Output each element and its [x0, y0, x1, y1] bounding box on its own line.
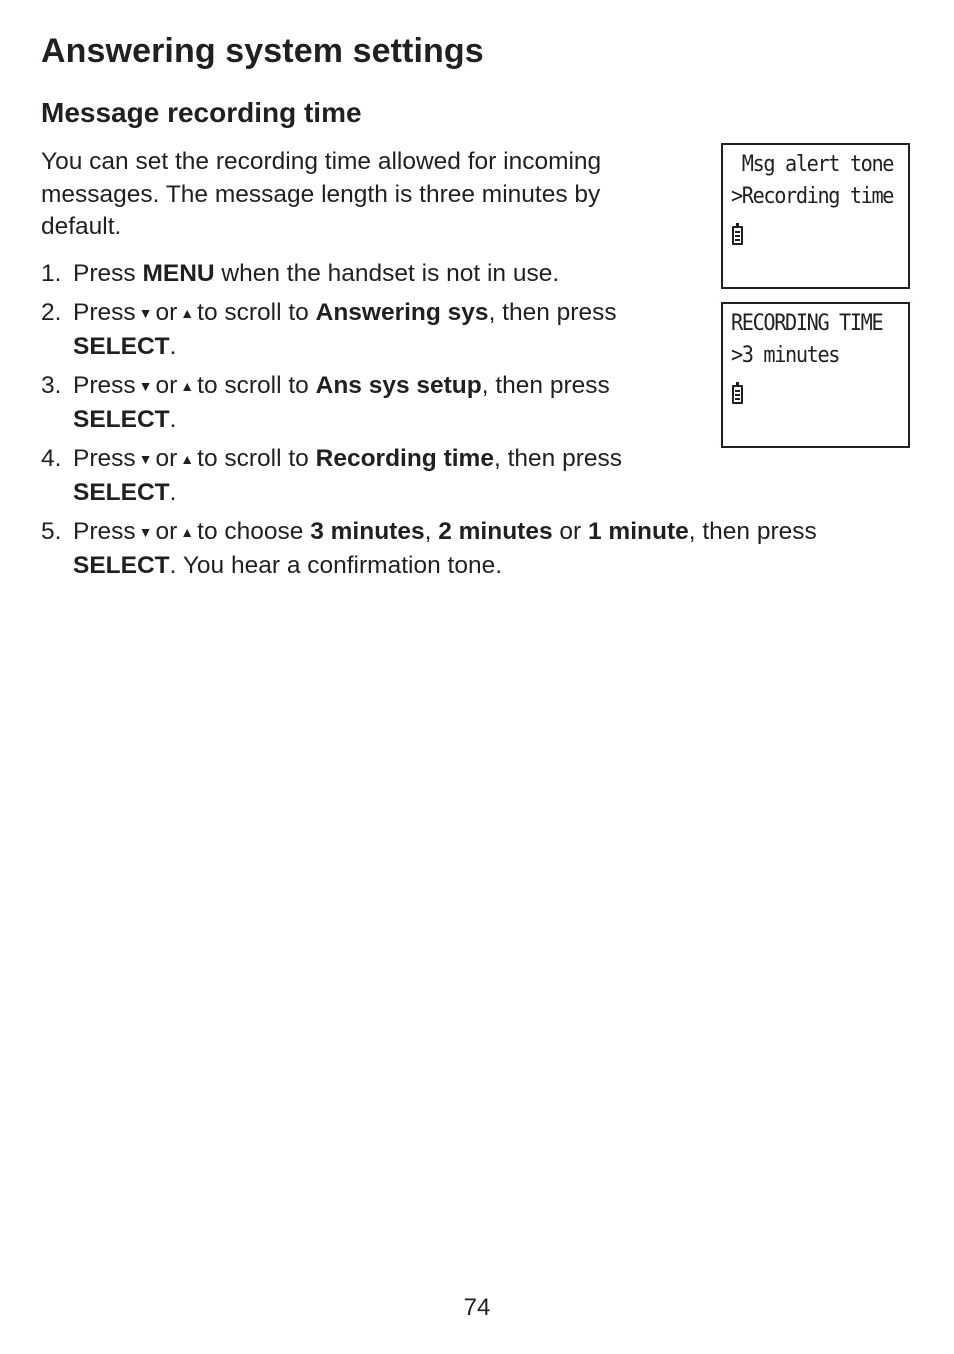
screen-line-1: RECORDING TIME — [731, 311, 883, 336]
screen-line-2: >3 minutes — [731, 343, 840, 368]
handset-screen-menu — [721, 143, 910, 289]
screen-line-1: Msg alert tone — [731, 152, 894, 177]
step-3: 3. Press ▼ or ▲ to scroll to Ans sys setup, then press SELECT. — [41, 372, 610, 433]
up-arrow-icon: ▲ — [180, 451, 195, 467]
intro-paragraph: You can set the recording time allowed for incoming messages. The message length is three minutes by default. — [41, 148, 602, 240]
step-2: 2. Press ▼ or ▲ to scroll to Answering sys, then press SELECT. — [41, 299, 617, 360]
down-arrow-icon: ▼ — [138, 305, 153, 321]
up-arrow-icon: ▲ — [180, 378, 195, 394]
up-arrow-icon: ▲ — [180, 524, 195, 540]
down-arrow-icon: ▼ — [138, 378, 153, 394]
screen-line-2: >Recording time — [731, 184, 894, 209]
section-title: Message recording time — [41, 97, 362, 128]
step-5: 5. Press ▼ or ▲ to choose 3 minutes, 2 minutes or 1 minute, then press SELECT. You hear a confirmation tone. — [41, 518, 817, 579]
handset-screen-recording-time — [721, 302, 910, 448]
down-arrow-icon: ▼ — [138, 451, 153, 467]
page-title: Answering system settings — [41, 32, 484, 70]
battery-icon — [732, 385, 743, 404]
up-arrow-icon: ▲ — [180, 305, 195, 321]
down-arrow-icon: ▼ — [138, 524, 153, 540]
battery-icon — [732, 226, 743, 245]
step-4: 4. Press ▼ or ▲ to scroll to Recording time, then press SELECT. — [41, 445, 622, 506]
step-1: 1. Press MENU when the handset is not in use. — [41, 260, 560, 287]
page-number: 74 — [463, 1294, 491, 1321]
